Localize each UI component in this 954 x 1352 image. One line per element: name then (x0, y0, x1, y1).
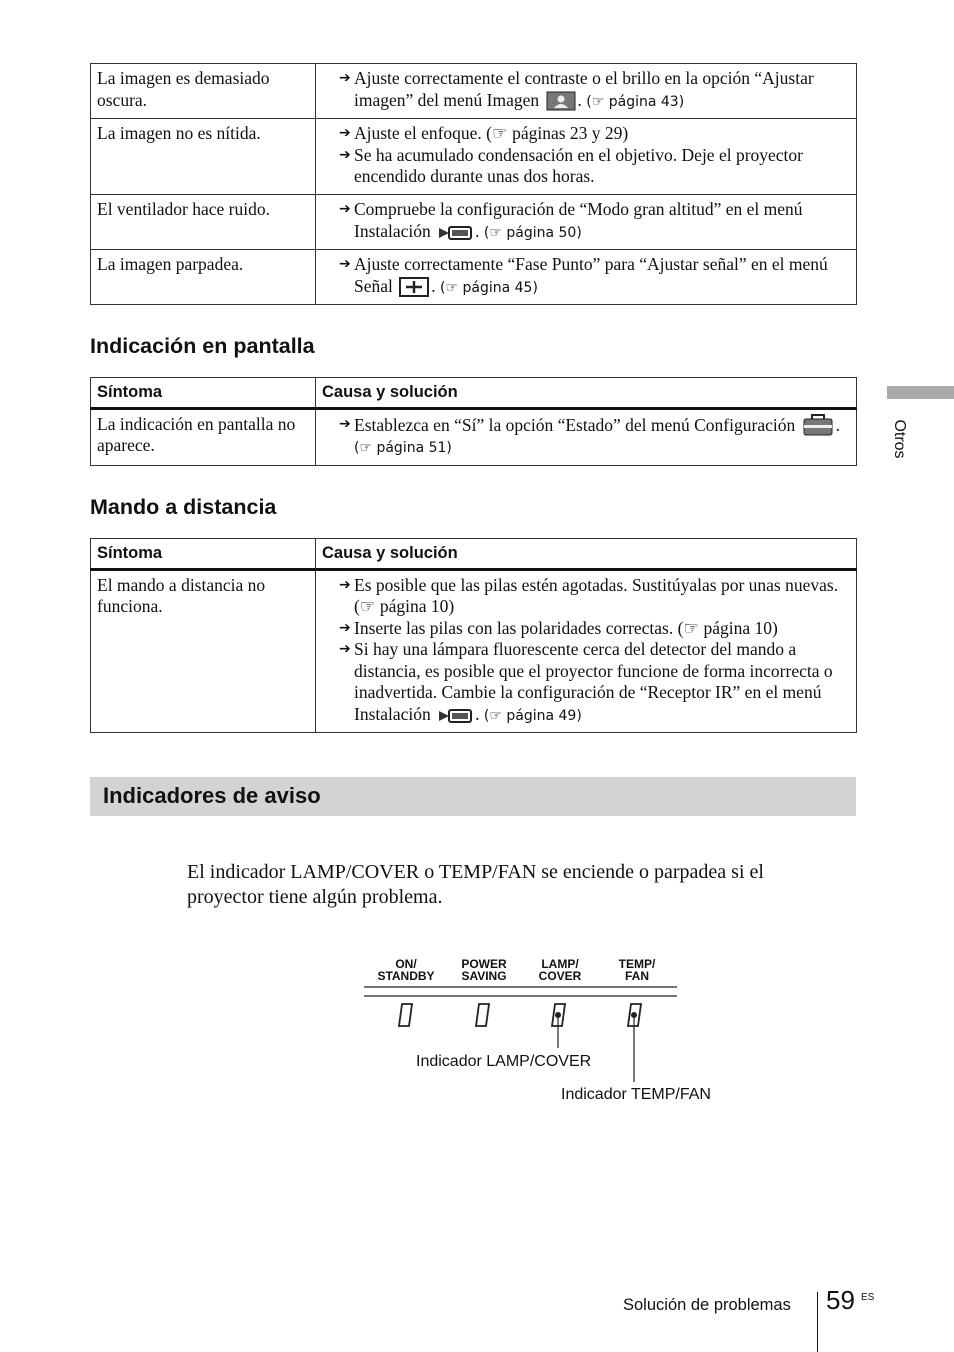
arrow-icon: ➔ (339, 201, 351, 217)
table-row (91, 569, 857, 733)
solution-item: ➔ Ajuste correctamente el contraste o el brillo en la opción “Ajustar imagen” del menú Imagen . (☞ página 43) (339, 68, 814, 110)
solution-item: ➔ Establezca en “Sí” la opción “Estado” del menú Configuración . (☞ página 51) (339, 414, 840, 456)
indicator-label-power-saving: POWER SAVING (461, 957, 507, 983)
solution-item: ➔ Se ha acumulado condensación en el objetivo. Deje el proyector encendido durante unas dos horas. (339, 144, 804, 186)
warning-intro-text: El indicador LAMP/COVER o TEMP/FAN se enciende o parpadea si el proyector tiene algún problema. (187, 861, 764, 908)
setup-menu-icon (802, 414, 834, 436)
troubleshooting-table-top (90, 63, 857, 305)
footer-section-name: Solución de problemas (623, 1296, 791, 1314)
indicator-label-lamp-cover: LAMP/ COVER (538, 957, 582, 983)
remote-table (90, 538, 857, 733)
side-tab-label: Otros (891, 419, 908, 459)
section-heading-remote: Mando a distancia (90, 495, 277, 519)
solution-cell (316, 569, 857, 733)
table-row (91, 64, 857, 119)
arrow-icon: ➔ (339, 415, 351, 432)
column-header-cause: Causa y solución (316, 539, 857, 570)
indicator-label-temp-fan: TEMP/ FAN (618, 957, 656, 983)
arrow-icon: ➔ (339, 576, 351, 593)
solution-cell (316, 195, 857, 250)
symptom-cell: El ventilador hace ruido. (91, 195, 316, 250)
solution-cell (316, 250, 857, 305)
arrow-icon: ➔ (339, 146, 351, 163)
led-temp-fan (628, 1004, 641, 1082)
table-row (91, 408, 857, 465)
callout-lamp-cover: Indicador LAMP/COVER (416, 1053, 592, 1070)
onscreen-table (90, 377, 857, 466)
table-header-row (91, 378, 857, 409)
installation-menu-icon (437, 224, 473, 242)
arrow-icon: ➔ (339, 641, 351, 657)
solution-item: ➔ Si hay una lámpara fluorescente cerca del detector del mando a distancia, es posible que el proyector funcione de forma incorrecta o inadvertida. Cambie la configuración de “Receptor IR” en el menú Instalación . (☞ página 49) (339, 639, 833, 724)
symptom-cell: La indicación en pantalla no aparece. (91, 408, 316, 465)
installation-menu-icon (437, 707, 473, 725)
page-language-code: ES (861, 1292, 875, 1303)
section-banner-warning (90, 777, 856, 816)
indicator-label-on-standby: ON/ STANDBY (377, 957, 435, 983)
callout-temp-fan: Indicador TEMP/FAN (561, 1086, 711, 1103)
symptom-cell: El mando a distancia no funciona. (91, 569, 316, 733)
led-lamp-cover (552, 1004, 565, 1048)
solution-cell (316, 119, 857, 195)
symptom-cell: La imagen no es nítida. (91, 119, 316, 195)
led-power-saving (476, 1004, 489, 1026)
arrow-icon: ➔ (339, 125, 351, 141)
page-number: 59 (826, 1285, 855, 1315)
solution-item: ➔ Inserte las pilas con las polaridades correctas. (☞ página 10) (339, 617, 778, 638)
solution-item: ➔ Compruebe la configuración de “Modo gran altitud” en el menú Instalación . (☞ página 50) (339, 199, 803, 241)
solution-item: ➔ Ajuste el enfoque. (☞ páginas 23 y 29) (339, 123, 629, 143)
led-on-standby (399, 1004, 412, 1026)
solution-item: ➔ Ajuste correctamente “Fase Punto” para “Ajustar señal” en el menú Señal . (☞ página 45) (339, 254, 828, 296)
solution-cell (316, 64, 857, 119)
section-heading-onscreen: Indicación en pantalla (90, 334, 315, 358)
arrow-icon: ➔ (339, 619, 351, 636)
table-row (91, 119, 857, 195)
symptom-cell: La imagen parpadea. (91, 250, 316, 305)
table-row (91, 250, 857, 305)
picture-menu-icon (546, 91, 576, 111)
section-heading-warning: Indicadores de aviso (103, 783, 321, 808)
column-header-symptom: Síntoma (91, 378, 316, 409)
arrow-icon: ➔ (339, 256, 351, 272)
table-header-row (91, 539, 857, 570)
table-row (91, 195, 857, 250)
footer-divider (817, 1292, 818, 1352)
symptom-cell: La imagen es demasiado oscura. (91, 64, 316, 119)
arrow-icon: ➔ (339, 70, 351, 86)
indicator-diagram (340, 950, 740, 1120)
signal-menu-icon (399, 277, 429, 297)
solution-item: ➔ Es posible que las pilas estén agotadas. Sustitúyalas por unas nuevas. (☞ página 10) (339, 574, 839, 616)
column-header-cause: Causa y solución (316, 378, 857, 409)
side-tab-marker (887, 386, 954, 399)
solution-cell (316, 408, 857, 465)
column-header-symptom: Síntoma (91, 539, 316, 570)
